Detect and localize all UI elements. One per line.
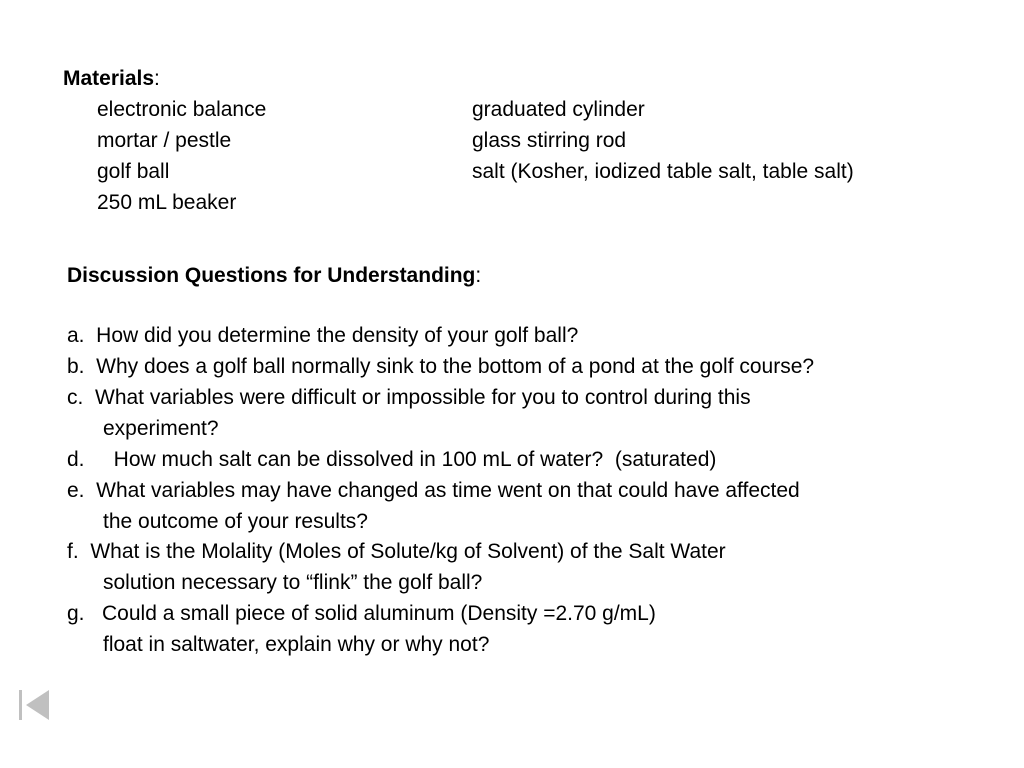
discussion-heading-label: Discussion Questions for Understanding bbox=[67, 264, 476, 287]
question-d: d. How much salt can be dissolved in 100 mL of water? (saturated) bbox=[67, 448, 717, 471]
question-b: b. Why does a golf ball normally sink to the bottom of a pond at the golf course? bbox=[67, 355, 815, 378]
discussion-heading-colon: : bbox=[475, 264, 482, 287]
question-e: e. What variables may have changed as time went on that could have affected bbox=[67, 479, 800, 502]
materials-heading-label: Materials bbox=[63, 67, 155, 90]
material-item-electronic-balance: electronic balance bbox=[97, 98, 267, 121]
question-g: g. Could a small piece of solid aluminum (Density =2.70 g/mL) bbox=[67, 602, 656, 625]
material-item-beaker: 250 mL beaker bbox=[97, 191, 237, 214]
question-e-continued: the outcome of your results? bbox=[103, 510, 368, 533]
materials-heading bbox=[63, 67, 160, 91]
discussion-heading bbox=[67, 264, 481, 288]
material-item-salt: salt (Kosher, iodized table salt, table salt) bbox=[472, 160, 854, 183]
material-item-glass-stirring-rod: glass stirring rod bbox=[472, 129, 627, 152]
question-f: f. What is the Molality (Moles of Solute/kg of Solvent) of the Salt Water bbox=[67, 540, 726, 563]
question-f-continued: solution necessary to “flink” the golf ball? bbox=[103, 571, 483, 594]
first-slide-button[interactable] bbox=[16, 687, 52, 723]
skip-to-first-icon bbox=[16, 687, 52, 723]
material-item-golf-ball: golf ball bbox=[97, 160, 170, 183]
material-item-mortar-pestle: mortar / pestle bbox=[97, 129, 232, 152]
question-g-continued: float in saltwater, explain why or why not? bbox=[103, 633, 490, 656]
question-c-continued: experiment? bbox=[103, 417, 219, 440]
question-a: a. How did you determine the density of your golf ball? bbox=[67, 324, 579, 347]
question-c: c. What variables were difficult or impossible for you to control during this bbox=[67, 386, 751, 409]
material-item-graduated-cylinder: graduated cylinder bbox=[472, 98, 645, 121]
materials-heading-colon: : bbox=[154, 67, 160, 90]
